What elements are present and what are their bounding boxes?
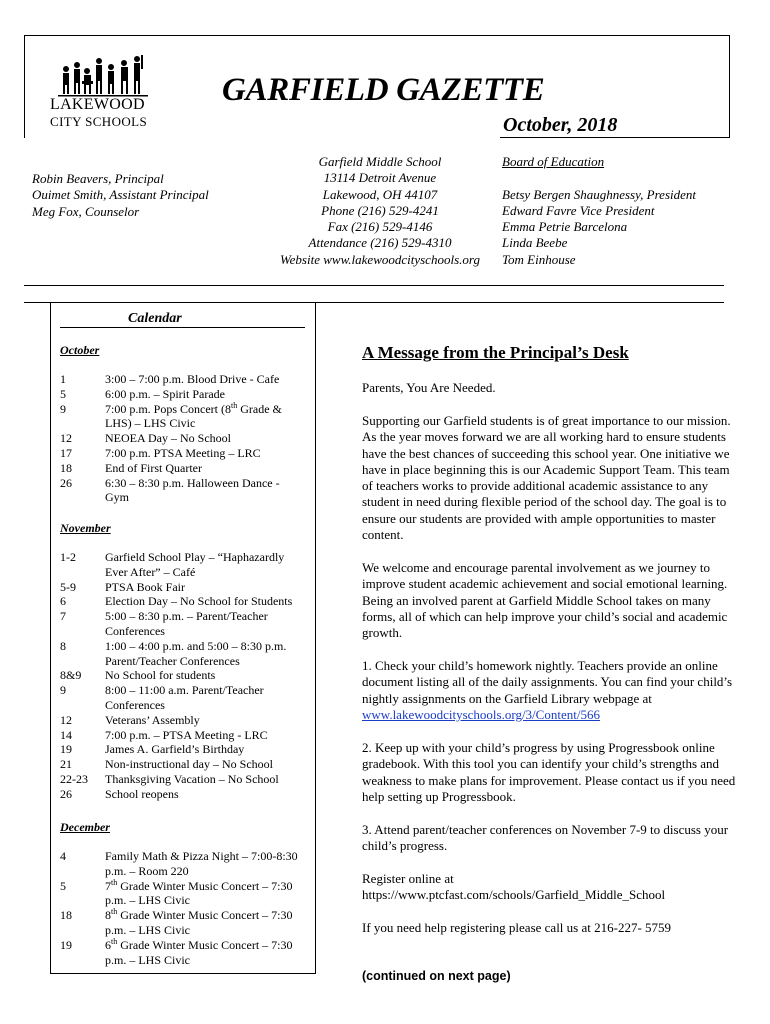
calendar-event: 5 7th Grade Winter Music Concert – 7:30 p.m. – LHS Civic	[60, 877, 293, 908]
calendar-event: 19 6th Grade Winter Music Concert – 7:30 p.m. – LHS Civic	[60, 936, 293, 967]
continued-note: (continued on next page)	[362, 969, 511, 983]
logo-text-line1: LAKEWOOD	[50, 96, 145, 113]
board-member: Tom Einhouse	[502, 251, 576, 267]
school-street: 13114 Detroit Avenue	[323, 170, 437, 186]
staff-list	[32, 171, 209, 220]
calendar-event: 1-2 Garfield School Play – “Haphazardly Ever After” – Café	[60, 550, 285, 579]
header-frame-top	[24, 35, 730, 36]
school-phone: Phone (216) 529-4241	[321, 202, 439, 218]
calendar-title: Calendar	[60, 311, 305, 328]
calendar-event: 17 7:00 p.m. PTSA Meeting – LRC	[60, 445, 261, 460]
december-events	[60, 849, 305, 967]
school-fax: Fax (216) 529-4146	[327, 219, 433, 235]
calendar-event: 14 7:00 p.m. – PTSA Meeting - LRC	[60, 727, 268, 742]
october-events	[60, 372, 305, 505]
calendar-event: 1 3:00 – 7:00 p.m. Blood Drive - Cafe	[60, 372, 280, 386]
school-attendance: Attendance (216) 529-4310	[308, 235, 452, 251]
logo-text-line2: CITY SCHOOLS	[50, 114, 148, 129]
month-heading-december: December	[60, 820, 110, 834]
calendar-event: 18 End of First Quarter	[60, 460, 202, 475]
school-name: Garfield Middle School	[318, 154, 442, 169]
calendar-event: 9 7:00 p.m. Pops Concert (8th Grade & LHS) – LHS Civic	[60, 400, 282, 431]
registration-help: If you need help registering please call us at 216-227- 5759	[362, 920, 672, 935]
calendar-event: 22-23 Thanksgiving Vacation – No School	[60, 771, 279, 786]
message-step-progressbook: 2. Keep up with your child’s progress by using Progressbook online gradebook. With this tool you can identify your child’s strengths and weakness to make plans for improvement. Please contact us if you need help setting up Progressbook.	[362, 740, 736, 804]
register-line: Register online at	[362, 871, 454, 886]
message-paragraph: We welcome and encourage parental involvement as we journey to improve student academic achievement and social emotional learning. Being an involved parent at Garfield Middle School takes on many forms, all of which can help improve your child’s social and academic growth.	[362, 560, 728, 641]
calendar-event: 12 NEOEA Day – No School	[60, 431, 231, 446]
board-member: Emma Petrie Barcelona	[502, 219, 628, 235]
calendar-event: 6 Election Day – No School for Students	[60, 594, 293, 609]
month-heading-november: November	[60, 521, 111, 535]
calendar-event: 8&9 No School for students	[60, 668, 216, 683]
staff-counselor: Meg Fox, Counselor	[32, 203, 140, 219]
issue-date: October, 2018	[503, 114, 618, 136]
calendar-event: 5 6:00 p.m. – Spirit Parade	[60, 386, 225, 401]
register-url[interactable]: https://www.ptcfast.com/schools/Garfield_Middle_School	[362, 887, 666, 902]
month-heading-october: October	[60, 343, 100, 357]
message-step-homework: 1. Check your child’s homework nightly. Teachers provide an online document listing all of the daily assignments. You can find your child’s nightly assignments on the Garfield Library webpage at www.lakewoodcityschools.org/3/Content/566	[362, 658, 733, 722]
calendar-event: 7 5:00 – 8:30 p.m. – Parent/Teacher Conferences	[60, 609, 268, 638]
header-frame-right	[729, 35, 730, 138]
board-heading: Board of Education	[502, 154, 605, 169]
calendar-event: 26 6:30 – 8:30 p.m. Halloween Dance - Gym	[60, 475, 280, 505]
calendar-event: 18 8th Grade Winter Music Concert – 7:30 p.m. – LHS Civic	[60, 907, 293, 937]
staff-assistant-principal: Ouimet Smith, Assistant Principal	[32, 187, 209, 203]
calendar-event: 4 Family Math & Pizza Night – 7:00-8:30 p.m. – Room 220	[60, 849, 298, 878]
calendar-event: 12 Veterans’ Assembly	[60, 712, 200, 727]
school-website[interactable]: Website www.lakewoodcityschools.org	[280, 251, 480, 267]
divider	[24, 285, 724, 286]
date-rule	[500, 137, 729, 138]
board-member: Betsy Bergen Shaughnessy, President	[502, 186, 696, 202]
calendar-event: 9 8:00 – 11:00 a.m. Parent/Teacher Conferences	[60, 683, 264, 712]
message-intro: Parents, You Are Needed.	[362, 380, 496, 395]
message-heading: A Message from the Principal’s Desk	[362, 343, 629, 362]
message-paragraph: Supporting our Garfield students is of great importance to our mission. As the year moves forward we are all working hard to ensure students have the best chances of succeeding this school year. One initiative we have in place beginning this is our Academic Support Team. This team of teachers works to provide additional academic assistance to any student in need during flexible period of the school day. The goal is to ensure our students are provided with ample opportunities to master content.	[362, 413, 731, 543]
calendar-event: 26 School reopens	[60, 786, 179, 801]
library-webpage-link[interactable]: www.lakewoodcityschools.org/3/Content/566	[362, 706, 600, 722]
november-events	[60, 550, 305, 802]
header-frame-left	[24, 35, 25, 138]
school-city: Lakewood, OH 44107	[322, 186, 438, 202]
message-step-conferences: 3. Attend parent/teacher conferences on November 7-9 to discuss your child’s progress.	[362, 822, 729, 854]
newsletter-title: GARFIELD GAZETTE	[222, 72, 545, 108]
board-member: Linda Beebe	[502, 235, 568, 251]
school-info	[230, 154, 530, 268]
staff-principal: Robin Beavers, Principal	[32, 171, 164, 186]
calendar-event: 8 1:00 – 4:00 p.m. and 5:00 – 8:30 p.m. Parent/Teacher Conferences	[60, 638, 287, 668]
calendar-event: 19 James A. Garfield’s Birthday	[60, 742, 245, 757]
board-of-education	[502, 154, 696, 268]
board-member: Edward Favre Vice President	[502, 202, 655, 218]
calendar-event: 21 Non-instructional day – No School	[60, 757, 273, 772]
calendar-event: 5-9 PTSA Book Fair	[60, 579, 186, 594]
